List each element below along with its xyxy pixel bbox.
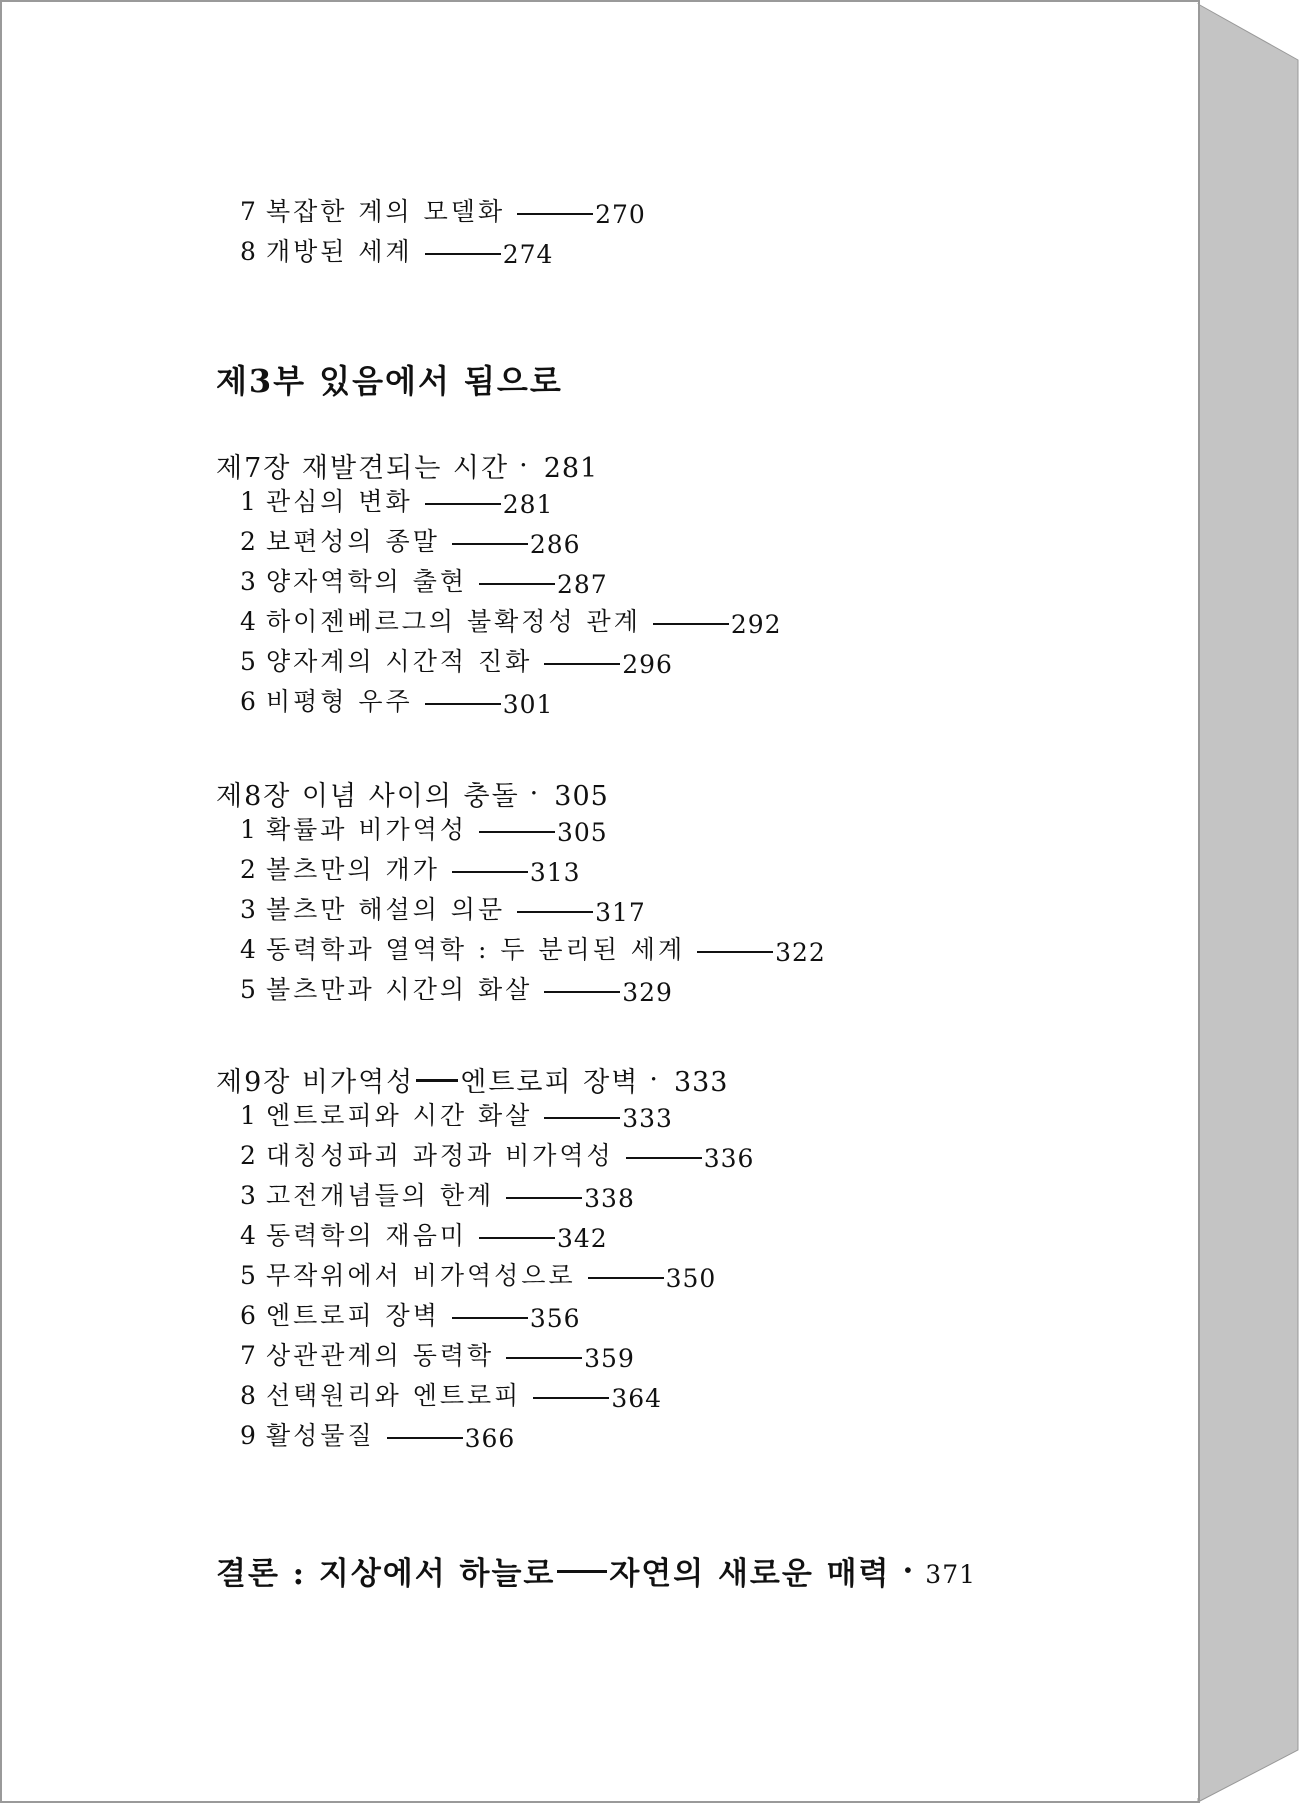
item-number: 6	[240, 687, 259, 716]
toc-item[interactable]	[240, 1300, 581, 1332]
item-page: 270	[595, 200, 646, 229]
toc-item[interactable]	[240, 566, 608, 598]
leader-line	[479, 1237, 555, 1239]
item-number: 3	[240, 1181, 259, 1210]
conclusion-title-part-a: 결론 : 지상에서 하늘로	[216, 1556, 556, 1592]
toc-item[interactable]	[240, 1380, 662, 1412]
item-title: 볼츠만과 시간의 화살	[266, 975, 533, 1004]
item-title: 활성물질	[266, 1421, 375, 1450]
toc-item[interactable]	[240, 196, 646, 228]
toc-item[interactable]	[240, 1180, 635, 1212]
leader-line	[387, 1437, 463, 1439]
toc-item[interactable]	[240, 974, 673, 1006]
conclusion-page: 371	[925, 1560, 977, 1589]
item-number: 1	[240, 487, 259, 516]
leader-line	[452, 871, 528, 873]
item-title: 선택원리와 엔트로피	[266, 1381, 522, 1410]
item-number: 1	[240, 815, 259, 844]
table-of-contents	[4, 4, 1198, 1798]
item-title: 개방된 세계	[266, 237, 413, 266]
toc-page	[4, 4, 1198, 1798]
item-title: 동력학의 재음미	[266, 1221, 467, 1250]
toc-item[interactable]	[240, 1100, 673, 1132]
leader-line	[479, 831, 555, 833]
chapter-page: 281	[543, 453, 599, 484]
item-number: 4	[240, 1221, 259, 1250]
item-title: 관심의 변화	[266, 487, 413, 516]
item-page: 322	[775, 938, 826, 967]
item-page: 364	[611, 1384, 663, 1413]
item-page: 356	[529, 1304, 581, 1333]
leader-line	[544, 663, 620, 665]
toc-item[interactable]	[240, 526, 581, 558]
item-title: 볼츠만 해설의 의문	[266, 895, 506, 924]
item-number: 5	[240, 647, 259, 676]
item-page: 292	[730, 610, 782, 639]
item-number: 4	[240, 935, 259, 964]
toc-item[interactable]	[240, 1220, 608, 1252]
item-page: 305	[557, 818, 608, 847]
toc-item[interactable]	[240, 934, 826, 966]
chapter-title-part-b: 엔트로피 장벽	[460, 1067, 640, 1098]
toc-item[interactable]	[240, 686, 553, 718]
item-number: 9	[240, 1421, 259, 1450]
chapter-title-part-a: 제9장 비가역성	[216, 1067, 415, 1098]
item-number: 2	[240, 855, 259, 884]
item-number: 1	[240, 1101, 259, 1130]
em-dash	[416, 1079, 458, 1082]
item-title: 하이젠베르그의 불확정성 관계	[266, 607, 641, 636]
toc-item[interactable]	[240, 854, 581, 886]
item-title: 무작위에서 비가역성으로	[266, 1261, 576, 1290]
item-number: 5	[240, 975, 259, 1004]
leader-line	[544, 1117, 620, 1119]
item-page: 338	[584, 1184, 635, 1213]
item-page: 281	[502, 490, 554, 519]
leader-line	[626, 1157, 702, 1159]
leader-line	[506, 1357, 582, 1359]
separator-dot: ·	[519, 450, 530, 481]
conclusion-heading[interactable]	[216, 1548, 976, 1593]
chapter-page: 333	[673, 1067, 729, 1098]
item-number: 7	[240, 197, 259, 226]
chapter-7-heading[interactable]	[216, 446, 598, 485]
item-title: 복잡한 계의 모델화	[266, 197, 506, 226]
toc-item[interactable]	[240, 814, 608, 846]
leader-line	[517, 911, 593, 913]
item-title: 볼츠만의 개가	[266, 855, 440, 884]
chapter-title: 제7장 재발견되는 시간	[216, 453, 510, 484]
item-page: 301	[502, 690, 554, 719]
item-title: 양자역학의 출현	[266, 567, 467, 596]
item-title: 확률과 비가역성	[266, 815, 467, 844]
toc-item[interactable]	[240, 1260, 716, 1292]
item-number: 4	[240, 607, 259, 636]
item-page: 317	[595, 898, 646, 927]
separator-dot: ·	[902, 1552, 916, 1589]
item-page: 359	[584, 1344, 635, 1373]
item-page: 333	[622, 1104, 673, 1133]
separator-dot: ·	[529, 778, 541, 809]
leader-line	[452, 543, 528, 545]
leader-line	[517, 213, 593, 215]
item-number: 5	[240, 1261, 259, 1290]
conclusion-title-part-b: 자연의 새로운 매력	[609, 1556, 891, 1592]
chapter-title: 제8장 이념 사이의 충돌	[216, 781, 520, 812]
item-page: 350	[665, 1264, 717, 1293]
item-number: 6	[240, 1301, 259, 1330]
leader-line	[506, 1197, 582, 1199]
item-page: 336	[703, 1144, 755, 1173]
item-title: 엔트로피 장벽	[266, 1301, 440, 1330]
leader-line	[425, 253, 501, 255]
toc-item[interactable]	[240, 606, 782, 638]
item-number: 3	[240, 895, 259, 924]
item-page: 286	[529, 530, 581, 559]
item-title: 동력학과 열역학 : 두 분리된 세계	[266, 935, 686, 964]
item-title: 대칭성파괴 과정과 비가역성	[266, 1141, 614, 1170]
item-number: 8	[240, 237, 259, 266]
chapter-page: 305	[554, 781, 609, 812]
item-page: 296	[622, 650, 673, 679]
toc-item[interactable]	[240, 1140, 754, 1172]
item-title: 양자계의 시간적 진화	[266, 647, 533, 676]
item-number: 8	[240, 1381, 259, 1410]
leader-line	[533, 1397, 609, 1399]
item-page: 329	[622, 978, 673, 1007]
toc-item[interactable]	[240, 236, 553, 268]
item-title: 고전개념들의 한계	[266, 1181, 495, 1210]
item-number: 2	[240, 527, 259, 556]
item-number: 2	[240, 1141, 259, 1170]
item-title: 비평형 우주	[266, 687, 413, 716]
item-page: 313	[529, 858, 581, 887]
chapter-9-heading[interactable]	[216, 1060, 728, 1099]
item-page: 366	[464, 1424, 516, 1453]
leader-line	[425, 503, 501, 505]
separator-dot: ·	[649, 1064, 660, 1095]
item-page: 342	[557, 1224, 608, 1253]
item-page: 274	[502, 240, 554, 269]
toc-item[interactable]	[240, 894, 646, 926]
leader-line	[425, 703, 501, 705]
leader-line	[588, 1277, 664, 1279]
toc-item[interactable]	[240, 1420, 515, 1452]
leader-line	[452, 1317, 528, 1319]
item-number: 7	[240, 1341, 259, 1370]
leader-line	[697, 951, 773, 953]
toc-item[interactable]	[240, 1340, 635, 1372]
item-title: 상관관계의 동력학	[266, 1341, 495, 1370]
item-title: 엔트로피와 시간 화살	[266, 1101, 533, 1130]
toc-item[interactable]	[240, 646, 673, 678]
leader-line	[544, 991, 620, 993]
toc-item[interactable]	[240, 486, 553, 518]
item-title: 보편성의 종말	[266, 527, 440, 556]
em-dash	[557, 1570, 607, 1573]
item-page: 287	[557, 570, 608, 599]
leader-line	[653, 623, 729, 625]
part-title[interactable]: 제3부 있음에서 됨으로	[216, 362, 563, 400]
item-number: 3	[240, 567, 259, 596]
leader-line	[479, 583, 555, 585]
chapter-8-heading[interactable]	[216, 774, 609, 813]
